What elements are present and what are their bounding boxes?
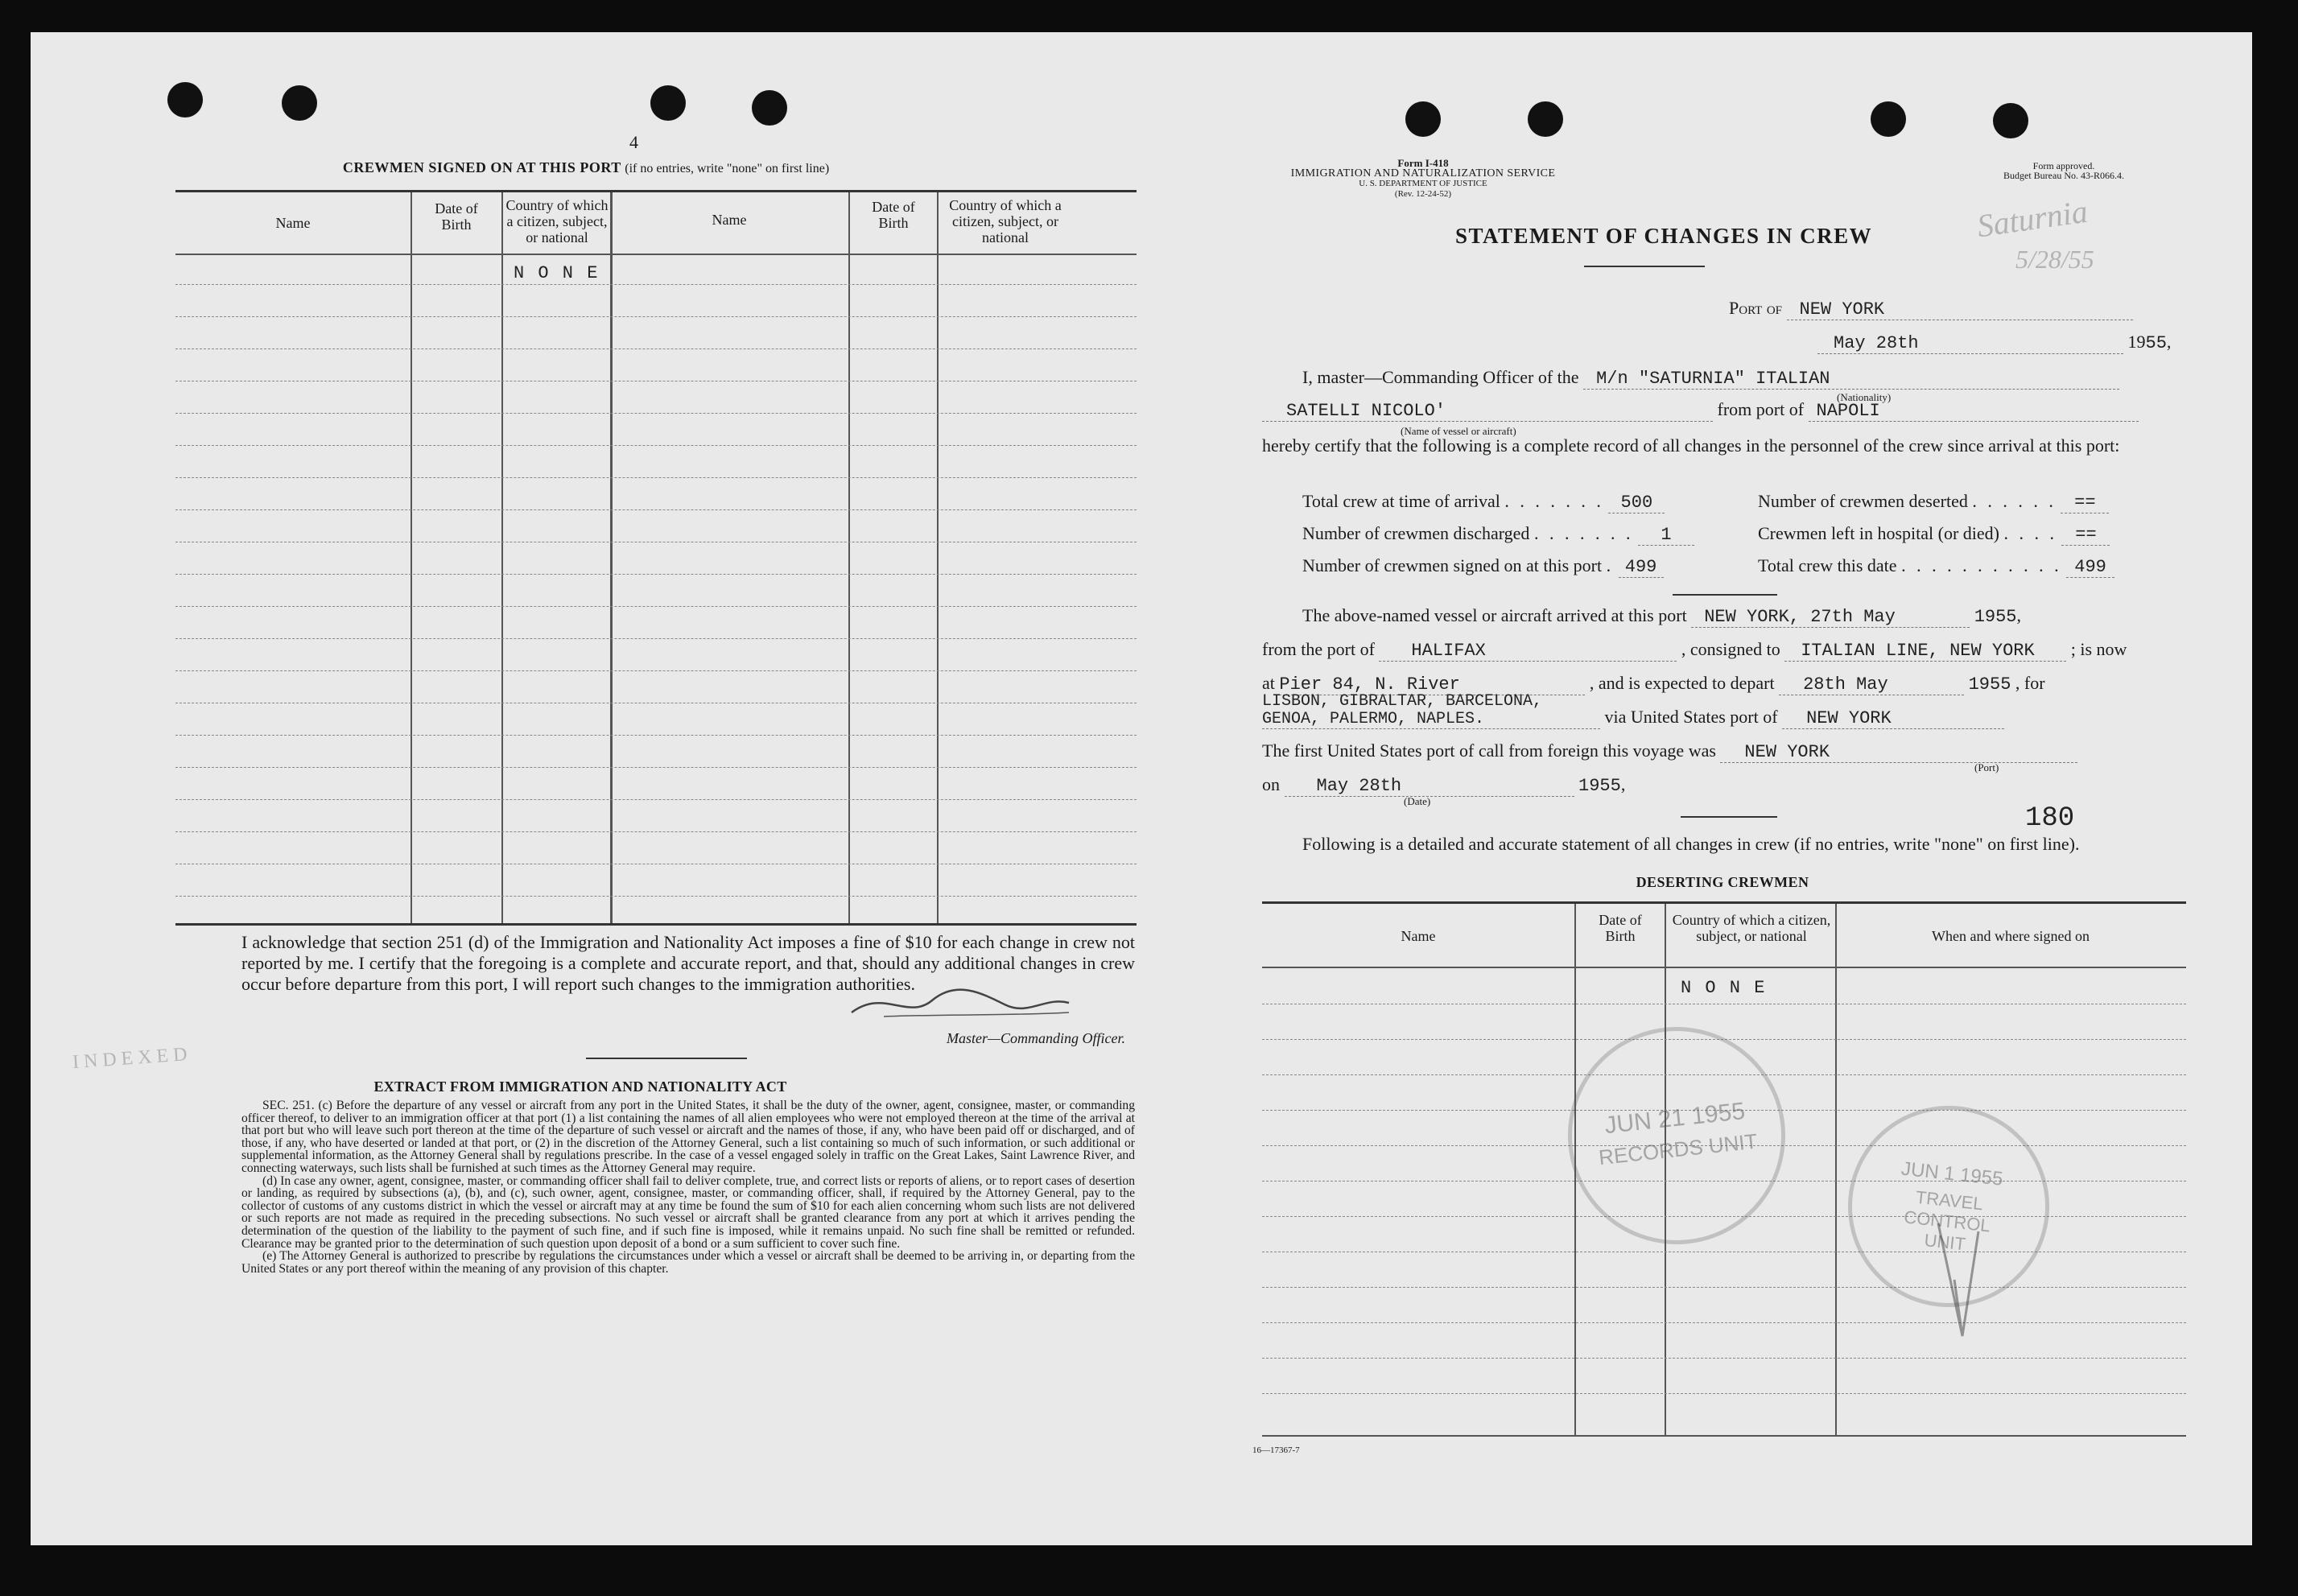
extract-section-c: SEC. 251. (c) Before the departure of any vessel or aircraft from any port in the United States, it shall be the duty of the owner, agent, consignee, master, or commanding officer thereof, to deliver to an immigration officer at that port (1) a list containing the names of all alien employees who were not employed thereon at the time of the arrival at that port but who will leave such port thereon at the time of the departure of such vessel or aircraft and the names of those, if any, who have been paid off or discharged, and of those, if any, who have deserted or landed at that port, or (2) in the discretion of the Attorney General, such a list containing so much of such information, or such additional or supplemental information, as the Attorney General shall by regulations prescribe. In the case of a vessel engaged solely in traffic on the Great Lakes, Saint Lawrence River, and connecting waterways, such lists shall be furnished at such times as the Attorney General may require. [241,1099,1135,1175]
on-date-value: May 28th [1285,776,1574,797]
on-year: 1955 [1578,776,1621,796]
punch-hole [1405,101,1441,137]
row-rule [1262,1287,2186,1288]
report-date: May 28th [1817,333,2123,354]
master-line [1302,367,2119,390]
at-label: at [1262,673,1275,693]
total-value: == [2061,493,2109,513]
scanned-document [31,32,2252,1545]
extract-section-e: (e) The Attorney General is authorized to prescribe by regulations the circumstances under which a vessel or aircraft shall be deemed to be arriving in, or departing from the United States or any port thereof within the meaning of any provision of this chapter. [241,1249,1135,1276]
row-rule [175,606,1137,607]
print-code: 16—17367-7 [1252,1445,1300,1455]
column-header: Country of which a citizen, subject, or national [949,197,1062,245]
row-rule [175,896,1137,897]
from-port-label: from port of [1717,399,1805,419]
row-rule [175,767,1137,768]
date-line: May 28th 1955, [1817,332,2171,354]
total-label: Number of crewmen signed on at this port [1302,555,1603,575]
none-entry: N O N E [514,263,600,283]
row-rule [175,831,1137,832]
port-value: NEW YORK [1787,299,2133,320]
form-number: Form I-418 [1397,157,1449,169]
handwritten-vessel-note: Saturnia [1974,192,2090,245]
row-rule [175,348,1137,349]
total-value: == [2061,525,2110,546]
row-rule [175,445,1137,446]
consigned-value: ITALIAN LINE, NEW YORK [1784,641,2066,662]
certify-text: hereby certify that the following is a complete record of all changes in the personnel of the crew since arrival at this port: [1262,435,2120,456]
total-item: Number of crewmen discharged . . . . . . . 1 [1302,523,1737,546]
stamp-date: JUN 21 1955 [1603,1098,1747,1140]
punch-hole [1528,101,1563,137]
row-rule [175,574,1137,575]
column-header: Date of Birth [435,200,478,233]
from-line [1262,639,2127,662]
year-value: 55 [2145,333,2167,353]
total-label: Crewmen left in hospital (or died) [1758,523,1999,543]
column-header: Date of Birth [872,199,915,231]
form-title: STATEMENT OF CHANGES IN CREW [1455,224,1873,248]
on-date-line: on May 28th 1955, [1262,774,1626,796]
master-name: SATELLI NICOLO' [1262,401,1713,422]
extract-divider [586,1058,747,1059]
punch-hole [752,90,787,126]
total-label: Total crew at time of arrival [1302,491,1500,511]
deserting-none-entry: N O N E [1681,978,1767,998]
column-header: Country of which a citizen, subject, or national [1672,912,1831,944]
total-item: Number of crewmen signed on at this port . 499 [1302,555,1753,578]
title-underline [1584,266,1705,267]
via-label: via United States port of [1604,707,1778,727]
left-page-number: 4 [629,132,638,152]
approval-note [1951,161,2176,180]
following-text: Following is a detailed and accurate statement of all changes in crew (if no entries, write "none" on first line). [1302,834,2080,854]
total-value: 1 [1638,525,1694,546]
consigned-label: , consigned to [1681,639,1780,659]
page-count-note: 180 [2025,803,2075,834]
total-label: Number of crewmen discharged [1302,523,1530,543]
punch-hole [1871,101,1906,137]
budget-bureau-number: Budget Bureau No. 43-R066.4. [2003,170,2124,181]
row-rule [175,316,1137,317]
column-divider [848,192,850,923]
master-label: I, master—Commanding Officer of the [1302,367,1579,387]
punch-hole [650,85,686,121]
extract-title: EXTRACT FROM IMMIGRATION AND NATIONALITY ACT [373,1078,787,1095]
department-name: U. S. DEPARTMENT OF JUSTICE [1359,179,1487,188]
signature-caption: Master—Commanding Officer. [947,1030,1125,1046]
row-rule [175,509,1137,510]
column-header: Name [712,212,747,228]
deserting-title: DESERTING CREWMEN [1636,874,1809,890]
first-port-value: NEW YORK [1720,742,2077,763]
row-rule [175,413,1137,414]
via-value: NEW YORK [1782,708,2004,729]
row-rule [175,670,1137,671]
row-rule [1262,1393,2186,1394]
first-port-line [1262,740,2077,763]
margin-mark: INDEXED [72,1043,193,1074]
via-line [1262,707,2004,729]
header-rule [1262,967,2186,968]
punch-hole [1993,103,2028,138]
column-divider [1835,904,1837,1435]
column-header: Date of Birth [1599,912,1642,944]
stamp-unit: RECORDS UNIT [1597,1128,1759,1170]
port-caption: (Port) [1974,761,1999,773]
row-rule [1262,1358,2186,1359]
row-rule [175,477,1137,478]
column-divider [610,192,613,923]
from-label: from the port of [1262,639,1375,659]
handwritten-date-note: 5/28/55 [2015,245,2094,274]
destinations-line-1: LISBON, GIBRALTAR, BARCELONA, [1262,692,1543,711]
berth-value: Pier 84, N. River [1279,674,1585,695]
is-now-label: ; is now [2070,639,2127,659]
total-value: 500 [1608,493,1665,513]
row-rule [175,638,1137,639]
total-item: Crewmen left in hospital (or died) . . . . == [1758,523,2176,546]
extract-section-d: (d) In case any owner, agent, consignee, master, or commanding officer shall fail to deliver complete, true, and correct lists or reports of aliens, or to report cases of desertion or landing, as required by subsections (a), (b), and (c), such owner, agent, consignee, master, or commanding officer, shall, if required by the Attorney General, pay to the collector of customs of any customs district in which the vessel or aircraft may at any time be found the sum of $10 for each alien concerning whom such lists are not delivered or such reports are not made as required in the preceding subsections. No such vessel or aircraft shall be granted clearance from any port at which it arrives pending the determination of the question of the liability to the payment of such fine, and if such fine is imposed, while it remains unpaid. No such fine shall be remitted or refunded. Clearance may be granted prior to the determination of such question upon deposit of a bond or a sum sufficient to cover such fine. [241,1173,1135,1251]
depart-value: 28th May [1779,674,1964,695]
vessel-name-caption: (Name of vessel or aircraft) [1401,425,1516,437]
revision-date: (Rev. 12-24-52) [1394,189,1452,199]
column-header: Country of which a citizen, subject, or national [505,197,609,245]
column-divider [411,192,412,923]
master-signature [835,980,1077,1029]
section-note-text: (if no entries, write "none" on first line) [625,162,830,175]
arrived-value: NEW YORK, 27th May [1691,607,1970,628]
row-rule [175,284,1137,285]
punch-hole [167,82,203,118]
act-extract [241,1099,1135,1275]
first-port-label: The first United States port of call from foreign this voyage was [1262,740,1716,761]
column-divider [937,192,939,923]
total-value: 499 [1619,557,1664,578]
row-rule [175,735,1137,736]
arrived-label: The above-named vessel or aircraft arrived at this port [1302,605,1687,625]
total-value: 499 [2066,557,2114,578]
statement-divider [1681,816,1777,818]
column-header: Name [1401,928,1436,944]
totals-divider [1673,594,1777,596]
stamp-scribble [1930,1215,1995,1344]
nationality-caption: (Nationality) [1837,391,1892,403]
section-title-text: CREWMEN SIGNED ON AT THIS PORT [342,159,621,175]
stamp-date: JUN 1 1955 [1900,1157,2004,1190]
crewmen-signed-on-table [175,190,1137,926]
total-item: Total crew at time of arrival . . . . . . . 500 [1302,491,1737,513]
left-section-title [31,159,1141,176]
year-prefix: 19 [2127,332,2146,352]
approval-line: Form approved. [2032,160,2095,171]
row-rule [1262,1322,2186,1323]
on-label: on [1262,774,1280,794]
date-caption: (Date) [1404,795,1431,807]
depart-year: 1955 [1968,674,2011,695]
punch-hole [282,85,317,121]
master-name-line [1262,399,2139,422]
arrived-line: The above-named vessel or aircraft arrived at this port NEW YORK, 27th May 1955, [1302,605,2021,627]
form-header [1230,158,1616,200]
total-item: Total crew this date . . . . . . . . . . . 499 [1758,555,2176,578]
column-header: When and where signed on [1932,928,2090,944]
vessel-value: M/n "SATURNIA" ITALIAN [1583,369,2119,390]
total-label: Total crew this date [1758,555,1897,575]
port-line [1729,298,2133,320]
total-label: Number of crewmen deserted [1758,491,1968,511]
agency-name: IMMIGRATION AND NATURALIZATION SERVICE [1290,167,1556,179]
acknowledgment-text: I acknowledge that section 251 (d) of the Immigration and Nationality Act imposes a fine of $10 for each change in crew not reported by me. I certify that the foregoing is a complete and accurate report, and that, should any additional changes in crew occur before departure from this port, I will report such changes to the immigration authorities. [241,932,1135,994]
arrived-year: 1955 [1974,607,2017,627]
column-header: Name [275,215,311,231]
row-rule [175,799,1137,800]
from-value: HALIFAX [1379,641,1677,662]
header-rule [175,254,1137,255]
depart-label: , and is expected to depart [1589,673,1775,693]
for-label: , for [2015,673,2045,693]
column-divider [501,192,503,923]
total-item: Number of crewmen deserted . . . . . . == [1758,491,2176,513]
destinations-line-2: GENOA, PALERMO, NAPLES. [1262,710,1600,729]
from-port-value: NAPOLI [1809,401,2139,422]
stamp-unit: TRAVEL CONTROL UNIT [1903,1186,1991,1255]
port-label: Port of [1729,298,1783,318]
